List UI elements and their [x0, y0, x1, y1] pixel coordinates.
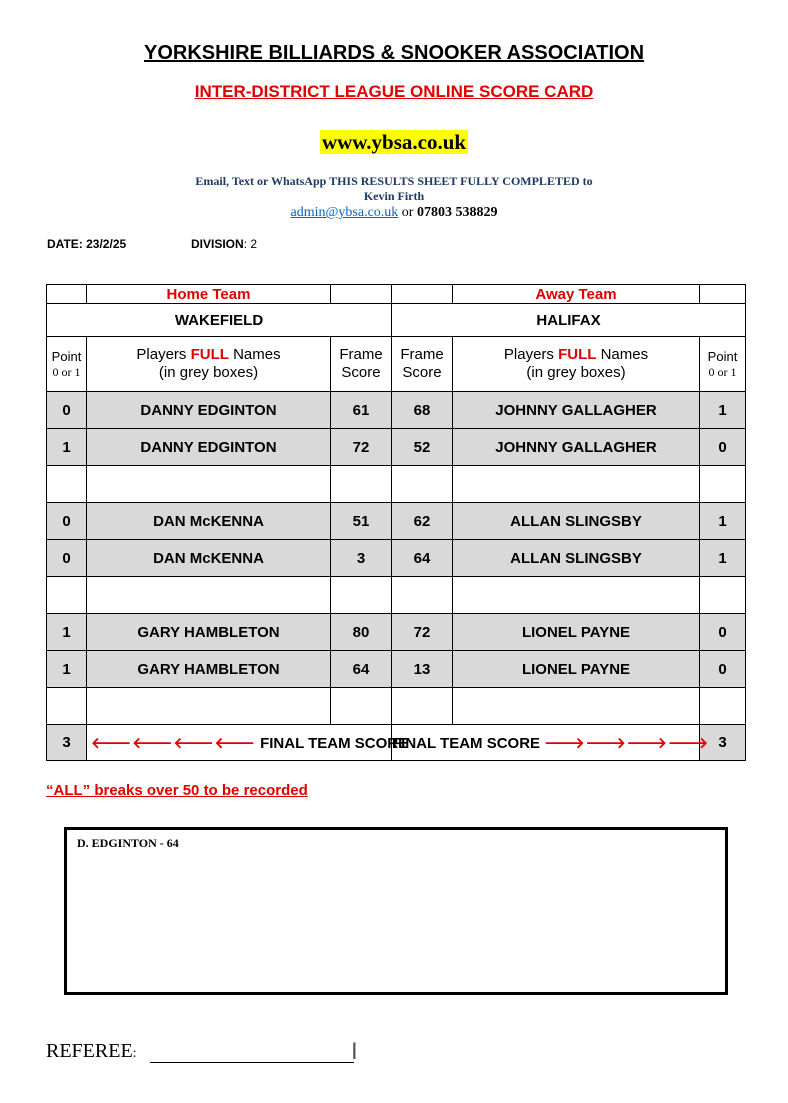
home-point[interactable]: 0	[47, 503, 87, 540]
home-point[interactable]: 0	[47, 392, 87, 429]
home-score[interactable]: 51	[331, 503, 392, 540]
break-entry: D. EDGINTON - 64	[77, 836, 179, 850]
header-cell	[392, 285, 453, 304]
email-link[interactable]: admin@ybsa.co.uk	[290, 205, 399, 220]
breaks-box[interactable]	[64, 827, 728, 995]
away-score[interactable]: 72	[392, 614, 453, 651]
home-player[interactable]: DAN McKENNA	[87, 503, 331, 540]
table-row	[47, 540, 746, 577]
division-field	[191, 237, 257, 251]
header-cell	[331, 285, 392, 304]
home-score[interactable]: 64	[331, 651, 392, 688]
away-team-name[interactable]: HALIFAX	[392, 304, 746, 337]
away-score[interactable]: 62	[392, 503, 453, 540]
away-players-header: Players FULL Names (in grey boxes)	[453, 337, 700, 392]
home-final-label-cell	[87, 725, 409, 761]
home-players-header: Players FULL Names (in grey boxes)	[87, 337, 331, 392]
team-names-row	[47, 304, 746, 337]
home-player[interactable]: DANNY EDGINTON	[87, 429, 331, 466]
home-player[interactable]: GARY HAMBLETON	[87, 614, 331, 651]
division-value[interactable]: : 2	[243, 237, 258, 251]
away-score[interactable]: 64	[392, 540, 453, 577]
home-final-score[interactable]: 3	[47, 725, 87, 761]
away-player[interactable]: JOHNNY GALLAGHER	[453, 392, 700, 429]
team-header-row	[47, 285, 746, 304]
phone-number: 07803 538829	[416, 205, 498, 220]
away-point-header: Point 0 or 1	[700, 337, 746, 392]
away-player[interactable]: ALLAN SLINGSBY	[453, 540, 700, 577]
score-table	[46, 284, 746, 761]
away-player[interactable]: LIONEL PAYNE	[453, 614, 700, 651]
final-score-row	[47, 725, 746, 761]
scorecard-subtitle: INTER-DISTRICT LEAGUE ONLINE SCORE CARD	[194, 82, 594, 101]
away-point[interactable]: 0	[700, 651, 746, 688]
arrow-left-icon: 🡐🡐🡐🡐	[91, 735, 256, 752]
away-player[interactable]: ALLAN SLINGSBY	[453, 503, 700, 540]
website-banner	[0, 130, 788, 155]
home-team-name[interactable]: WAKEFIELD	[47, 304, 392, 337]
header-cell	[700, 285, 746, 304]
date-field	[47, 237, 126, 251]
away-team-header: Away Team	[453, 285, 700, 304]
column-headers-row	[47, 337, 746, 392]
home-score[interactable]: 80	[331, 614, 392, 651]
association-title: YORKSHIRE BILLIARDS & SNOOKER ASSOCIATION	[143, 42, 645, 64]
away-frame-score-header: Frame Score	[392, 337, 453, 392]
table-row	[47, 651, 746, 688]
home-score[interactable]: 61	[331, 392, 392, 429]
contact-line	[0, 205, 788, 221]
away-player[interactable]: JOHNNY GALLAGHER	[453, 429, 700, 466]
home-point-header: Point 0 or 1	[47, 337, 87, 392]
spacer-row	[47, 466, 746, 503]
division-label: DIVISION	[191, 237, 244, 251]
away-final-label-cell	[392, 725, 710, 761]
spacer-row	[47, 688, 746, 725]
header-cell	[47, 285, 87, 304]
home-point[interactable]: 1	[47, 651, 87, 688]
away-player[interactable]: LIONEL PAYNE	[453, 651, 700, 688]
arrow-right-icon: 🡒🡒🡒🡒	[544, 735, 710, 752]
home-point[interactable]: 1	[47, 614, 87, 651]
text-cursor-icon: I	[351, 1038, 358, 1065]
away-point[interactable]: 0	[700, 614, 746, 651]
away-final-score[interactable]: 3	[700, 725, 746, 761]
referee-colon: :	[132, 1046, 137, 1061]
instructions-line: Email, Text or WhatsApp THIS RESULTS SHEET FULLY COMPLETED to	[195, 174, 593, 188]
instructions	[0, 174, 788, 204]
spacer-row	[47, 577, 746, 614]
referee-label: REFEREE	[46, 1040, 133, 1062]
away-point[interactable]: 1	[700, 540, 746, 577]
final-score-label: FINAL TEAM SCORE	[392, 735, 541, 752]
table-row	[47, 429, 746, 466]
date-value[interactable]: 23/2/25	[86, 237, 127, 251]
home-point[interactable]: 0	[47, 540, 87, 577]
away-score[interactable]: 68	[392, 392, 453, 429]
away-point[interactable]: 1	[700, 392, 746, 429]
date-label: DATE:	[47, 237, 83, 251]
away-point[interactable]: 0	[700, 429, 746, 466]
table-row	[47, 614, 746, 651]
home-score[interactable]: 72	[331, 429, 392, 466]
home-player[interactable]: DANNY EDGINTON	[87, 392, 331, 429]
home-score[interactable]: 3	[331, 540, 392, 577]
final-score-label: FINAL TEAM SCORE	[260, 735, 409, 752]
away-score[interactable]: 52	[392, 429, 453, 466]
table-row	[47, 392, 746, 429]
breaks-heading: “ALL” breaks over 50 to be recorded	[46, 782, 308, 799]
table-row	[47, 503, 746, 540]
away-score[interactable]: 13	[392, 651, 453, 688]
home-player[interactable]: GARY HAMBLETON	[87, 651, 331, 688]
home-team-header: Home Team	[87, 285, 331, 304]
home-frame-score-header: Frame Score	[331, 337, 392, 392]
referee-field	[46, 1040, 137, 1063]
website-link[interactable]: www.ybsa.co.uk	[321, 130, 467, 154]
referee-signature-line[interactable]	[150, 1062, 354, 1063]
away-point[interactable]: 1	[700, 503, 746, 540]
home-player[interactable]: DAN McKENNA	[87, 540, 331, 577]
home-point[interactable]: 1	[47, 429, 87, 466]
contact-name: Kevin Firth	[363, 189, 425, 203]
or-text: or	[401, 205, 414, 220]
